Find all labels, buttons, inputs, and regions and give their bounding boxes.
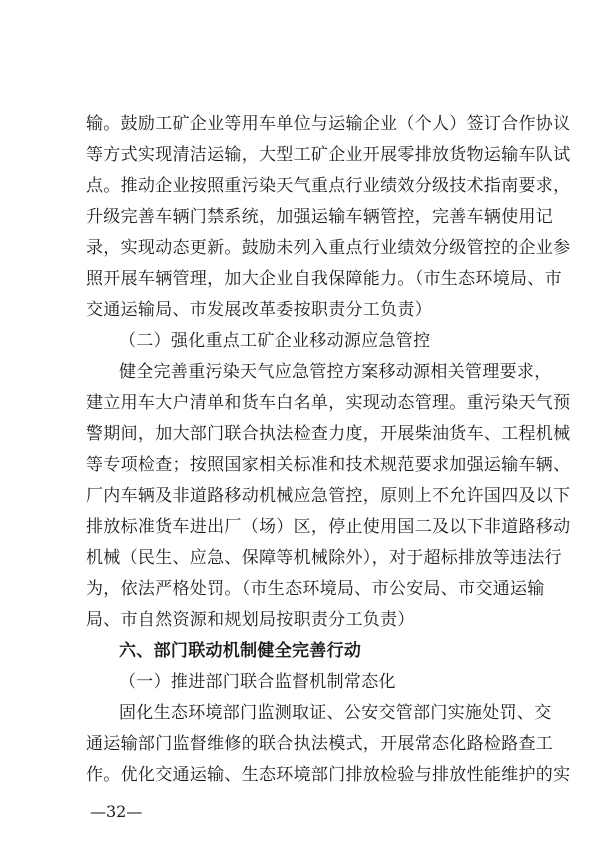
- paragraph-line: 等专项检查；按照国家相关标准和技术规范要求加强运输车辆、: [86, 455, 571, 475]
- paragraph-line: 通运输部门监督维修的联合执法模式，开展常态化路检路查工: [86, 734, 554, 754]
- paragraph-line: 输。鼓励工矿企业等用车单位与运输企业（个人）签订合作协议: [86, 114, 571, 134]
- paragraph-line: 警期间，加大部门联合执法检查力度，开展柴油货车、工程机械: [86, 424, 571, 444]
- paragraph-line: 健全完善重污染天气应急管控方案移动源相关管理要求，: [119, 362, 552, 382]
- paragraph-line: 局、市自然资源和规划局按职责分工负责）: [86, 610, 415, 630]
- paragraph-line: 作。优化交通运输、生态环境部门排放检验与排放性能维护的实: [86, 765, 571, 785]
- section-subheading: （二）强化重点工矿企业移动源应急管控: [119, 331, 431, 351]
- paragraph-line: 等方式实现清洁运输，大型工矿企业开展零排放货物运输车队试: [86, 145, 571, 165]
- paragraph-line: 点。推动企业按照重污染天气重点行业绩效分级技术指南要求，: [86, 176, 571, 196]
- paragraph-line: 厂内车辆及非道路移动机械应急管控，原则上不允许国四及以下: [86, 486, 571, 506]
- section-subheading: （一）推进部门联合监督机制常态化: [119, 672, 396, 692]
- paragraph-line: 录，实现动态更新。鼓励未列入重点行业绩效分级管控的企业参: [86, 238, 571, 258]
- paragraph-line: 照开展车辆管理，加大企业自我保障能力。（市生态环境局、市: [86, 269, 562, 289]
- paragraph-line: 建立用车大户清单和货车白名单，实现动态管理。重污染天气预: [86, 393, 571, 413]
- page-number: —32—: [90, 802, 143, 821]
- section-heading: 六、部门联动机制健全完善行动: [119, 641, 362, 661]
- paragraph-line: 排放标准货车进出厂（场）区，停止使用国二及以下非道路移动: [86, 517, 571, 537]
- paragraph-line: 为，依法严格处罚。（市生态环境局、市公安局、市交通运输: [86, 579, 545, 599]
- paragraph-line: 交通运输局、市发展改革委按职责分工负责）: [86, 300, 432, 320]
- paragraph-line: 升级完善车辆门禁系统，加强运输车辆管控，完善车辆使用记: [86, 207, 554, 227]
- paragraph-line: 固化生态环境部门监测取证、公安交管部门实施处罚、交: [119, 703, 552, 723]
- paragraph-line: 机械（民生、应急、保障等机械除外），对于超标排放等违法行: [86, 548, 562, 568]
